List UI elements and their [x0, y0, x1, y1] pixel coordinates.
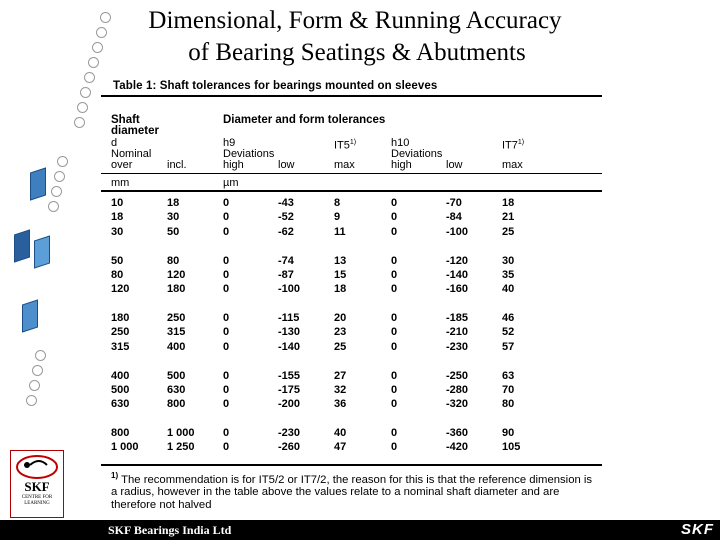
header-incl: incl.: [167, 159, 187, 171]
ring-decoration: [29, 380, 40, 391]
header-over: over: [111, 159, 133, 171]
cell-h9-low: -87: [278, 268, 294, 281]
header-h10: h10: [391, 137, 410, 149]
cell-it7-max: 46: [502, 312, 515, 324]
cell-it5-max: 25: [334, 340, 347, 353]
header-shaft: Shaft: [111, 114, 140, 126]
cell-h9-high: 0: [223, 254, 230, 267]
cell-it7-max: 52: [502, 326, 515, 339]
cell-h10-low: -140: [446, 268, 469, 281]
cell-h10-low: -210: [446, 326, 469, 339]
header-h10-low: low: [446, 159, 463, 171]
cell-over: 10: [111, 197, 124, 209]
cell-incl: 80: [167, 254, 180, 267]
cell-h9-low: -74: [278, 254, 294, 267]
footer-company: SKF Bearings India Ltd: [108, 523, 232, 537]
tolerance-table: [101, 76, 602, 516]
cell-incl: 250: [167, 312, 186, 324]
header-it5-max: max: [334, 159, 355, 171]
cell-h9-high: 0: [223, 197, 230, 209]
cell-it7-max: 35: [502, 268, 515, 281]
card-decoration-icon: [34, 235, 50, 268]
cell-h9-low: -155: [278, 369, 301, 382]
cell-over: 315: [111, 340, 130, 353]
cell-it5-max: 20: [334, 312, 347, 324]
ring-decoration: [88, 57, 99, 68]
cell-it5-max: 13: [334, 254, 347, 267]
header-it5-label: IT5: [334, 139, 350, 152]
cell-over: 120: [111, 283, 130, 296]
cell-it7-max: 25: [502, 225, 515, 238]
cell-h9-high: 0: [223, 340, 230, 353]
cell-h9-low: -230: [278, 427, 301, 439]
header-h9: h9: [223, 137, 236, 149]
header-it7-sup: 1): [517, 139, 525, 146]
cell-h9-high: 0: [223, 441, 230, 454]
ring-decoration: [51, 186, 62, 197]
cell-incl: 180: [167, 283, 186, 296]
cell-h10-high: 0: [391, 225, 398, 238]
cell-over: 250: [111, 326, 130, 339]
cell-it7-max: 70: [502, 383, 515, 396]
cell-it7-max: 30: [502, 254, 515, 267]
cell-h10-low: -160: [446, 283, 469, 296]
table-rule: [101, 95, 602, 97]
cell-it7-max: 90: [502, 427, 515, 439]
cell-h9-high: 0: [223, 369, 230, 382]
cell-it7-max: 40: [502, 283, 515, 296]
unit-um: µm: [223, 177, 239, 189]
cell-it5-max: 8: [334, 197, 341, 209]
cell-h9-low: -43: [278, 197, 294, 209]
cell-over: 180: [111, 312, 130, 324]
cell-h9-high: 0: [223, 268, 230, 281]
unit-mm: mm: [111, 177, 130, 189]
cell-h10-high: 0: [391, 340, 398, 353]
header-h9-high: high: [223, 159, 244, 171]
cell-incl: 500: [167, 369, 186, 382]
header-it7: [502, 137, 524, 152]
cell-h10-high: 0: [391, 369, 398, 382]
cell-it5-max: 18: [334, 283, 347, 296]
cell-h9-low: -62: [278, 225, 294, 238]
cell-incl: 630: [167, 383, 186, 396]
cell-h9-high: 0: [223, 225, 230, 238]
header-d: d: [111, 137, 118, 149]
cell-h10-high: 0: [391, 398, 398, 411]
card-decoration-icon: [30, 167, 46, 200]
cell-h10-high: 0: [391, 441, 398, 454]
cell-h10-low: -320: [446, 398, 469, 411]
header-h9-deviations: Deviations: [223, 148, 275, 160]
header-it7-max: max: [502, 159, 523, 171]
cell-h9-high: 0: [223, 326, 230, 339]
ring-decoration: [84, 72, 95, 83]
cell-h9-low: -115: [278, 312, 300, 324]
cell-h10-low: -230: [446, 340, 469, 353]
ring-decoration: [26, 395, 37, 406]
cell-it7-max: 18: [502, 197, 515, 209]
cell-h10-high: 0: [391, 211, 398, 224]
cell-it5-max: 9: [334, 211, 341, 224]
ring-decoration: [35, 350, 46, 361]
cell-h9-high: 0: [223, 427, 230, 439]
cell-h9-low: -260: [278, 441, 301, 454]
cell-it7-max: 57: [502, 340, 515, 353]
cell-h9-low: -175: [278, 383, 301, 396]
cell-it5-max: 11: [334, 225, 346, 238]
bearing-logo-icon: [11, 451, 63, 481]
slide-title-line-1: Dimensional, Form & Running Accuracy: [148, 7, 562, 34]
cell-over: 630: [111, 398, 130, 411]
cell-incl: 50: [167, 225, 180, 238]
header-nominal: Nominal: [111, 148, 152, 160]
cell-it7-max: 63: [502, 369, 515, 382]
cell-h10-low: -120: [446, 254, 469, 267]
cell-h10-low: -250: [446, 369, 469, 382]
cell-h10-low: -100: [446, 225, 469, 238]
cell-incl: 30: [167, 211, 180, 224]
table-caption: Table 1: Shaft tolerances for bearings mounted on sleeves: [113, 80, 438, 92]
table-rule: [101, 190, 602, 192]
cell-h10-low: -420: [446, 441, 469, 454]
ring-decoration: [100, 12, 111, 23]
header-it5: [334, 137, 356, 152]
cell-h10-low: -280: [446, 383, 469, 396]
header-h9-low: low: [278, 159, 295, 171]
header-it7-label: IT7: [502, 139, 518, 152]
ring-decoration: [48, 201, 59, 212]
cell-it7-max: 21: [502, 211, 515, 224]
footnote-text: The recommendation is for IT5/2 or IT7/2, the reason for this is that the reference dimension is a radius, however in the table above the values relate to a nominal shaft diameter and are therefore not halved: [111, 473, 593, 511]
footer-brand-logo: SKF: [681, 521, 714, 538]
cell-h10-low: -70: [446, 197, 462, 209]
footnote-marker: 1): [111, 471, 119, 480]
header-group: Diameter and form tolerances: [223, 114, 386, 126]
ring-decoration: [96, 27, 107, 38]
table-footnote: [111, 470, 601, 511]
cell-h10-high: 0: [391, 197, 398, 209]
cell-h10-low: -360: [446, 427, 469, 439]
logo-subtext: CENTRE FOR LEARNING: [21, 495, 53, 506]
header-it5-sup: 1): [349, 139, 357, 146]
cell-h9-high: 0: [223, 383, 230, 396]
cell-over: 500: [111, 383, 130, 396]
cell-over: 1 000: [111, 441, 139, 454]
logo-text: SKF: [24, 479, 50, 494]
header-h10-deviations: Deviations: [391, 148, 443, 160]
cell-incl: 1 000: [167, 427, 195, 439]
header-diameter: diameter: [111, 125, 159, 137]
cell-it5-max: 23: [334, 326, 347, 339]
ring-decoration: [80, 87, 91, 98]
slide-title-line-2: of Bearing Seatings & Abutments: [188, 39, 526, 66]
cell-incl: 800: [167, 398, 186, 411]
cell-it5-max: 47: [334, 441, 347, 454]
cell-it7-max: 105: [502, 441, 521, 454]
cell-over: 18: [111, 211, 124, 224]
cell-h9-high: 0: [223, 398, 230, 411]
table-rule: [101, 464, 602, 466]
cell-incl: 1 250: [167, 441, 195, 454]
cell-h10-high: 0: [391, 283, 398, 296]
ring-decoration: [92, 42, 103, 53]
cell-h9-low: -200: [278, 398, 301, 411]
cell-h10-high: 0: [391, 427, 398, 439]
cell-over: 400: [111, 369, 130, 382]
ring-decoration: [54, 171, 65, 182]
cell-it5-max: 32: [334, 383, 347, 396]
cell-h9-low: -52: [278, 211, 294, 224]
cell-it5-max: 27: [334, 369, 347, 382]
footer-bar: [0, 520, 720, 540]
cell-h9-high: 0: [223, 283, 230, 296]
cell-incl: 400: [167, 340, 186, 353]
card-decoration-icon: [14, 229, 30, 262]
cell-h10-low: -84: [446, 211, 462, 224]
cell-it5-max: 40: [334, 427, 347, 439]
header-h10-high: high: [391, 159, 412, 171]
ring-decoration: [32, 365, 43, 376]
cell-h10-high: 0: [391, 383, 398, 396]
cell-h9-low: -100: [278, 283, 301, 296]
cell-over: 800: [111, 427, 130, 439]
cell-over: 50: [111, 254, 124, 267]
cell-h9-low: -140: [278, 340, 301, 353]
cell-it7-max: 80: [502, 398, 515, 411]
cell-over: 30: [111, 225, 124, 238]
table-rule: [101, 173, 602, 174]
cell-h9-low: -130: [278, 326, 301, 339]
cell-h10-high: 0: [391, 326, 398, 339]
ring-decoration: [74, 117, 85, 128]
cell-h9-high: 0: [223, 211, 230, 224]
cell-incl: 315: [167, 326, 186, 339]
cell-it5-max: 15: [334, 268, 347, 281]
cell-h10-high: 0: [391, 312, 398, 324]
cell-incl: 120: [167, 268, 186, 281]
cell-incl: 18: [167, 197, 180, 209]
cell-h10-low: -185: [446, 312, 469, 324]
ring-decoration: [77, 102, 88, 113]
cell-h9-high: 0: [223, 312, 230, 324]
ring-decoration: [57, 156, 68, 167]
cell-h10-high: 0: [391, 268, 398, 281]
cell-h10-high: 0: [391, 254, 398, 267]
cell-it5-max: 36: [334, 398, 347, 411]
card-decoration-icon: [22, 299, 38, 332]
skf-training-logo: [10, 450, 64, 518]
cell-over: 80: [111, 268, 124, 281]
